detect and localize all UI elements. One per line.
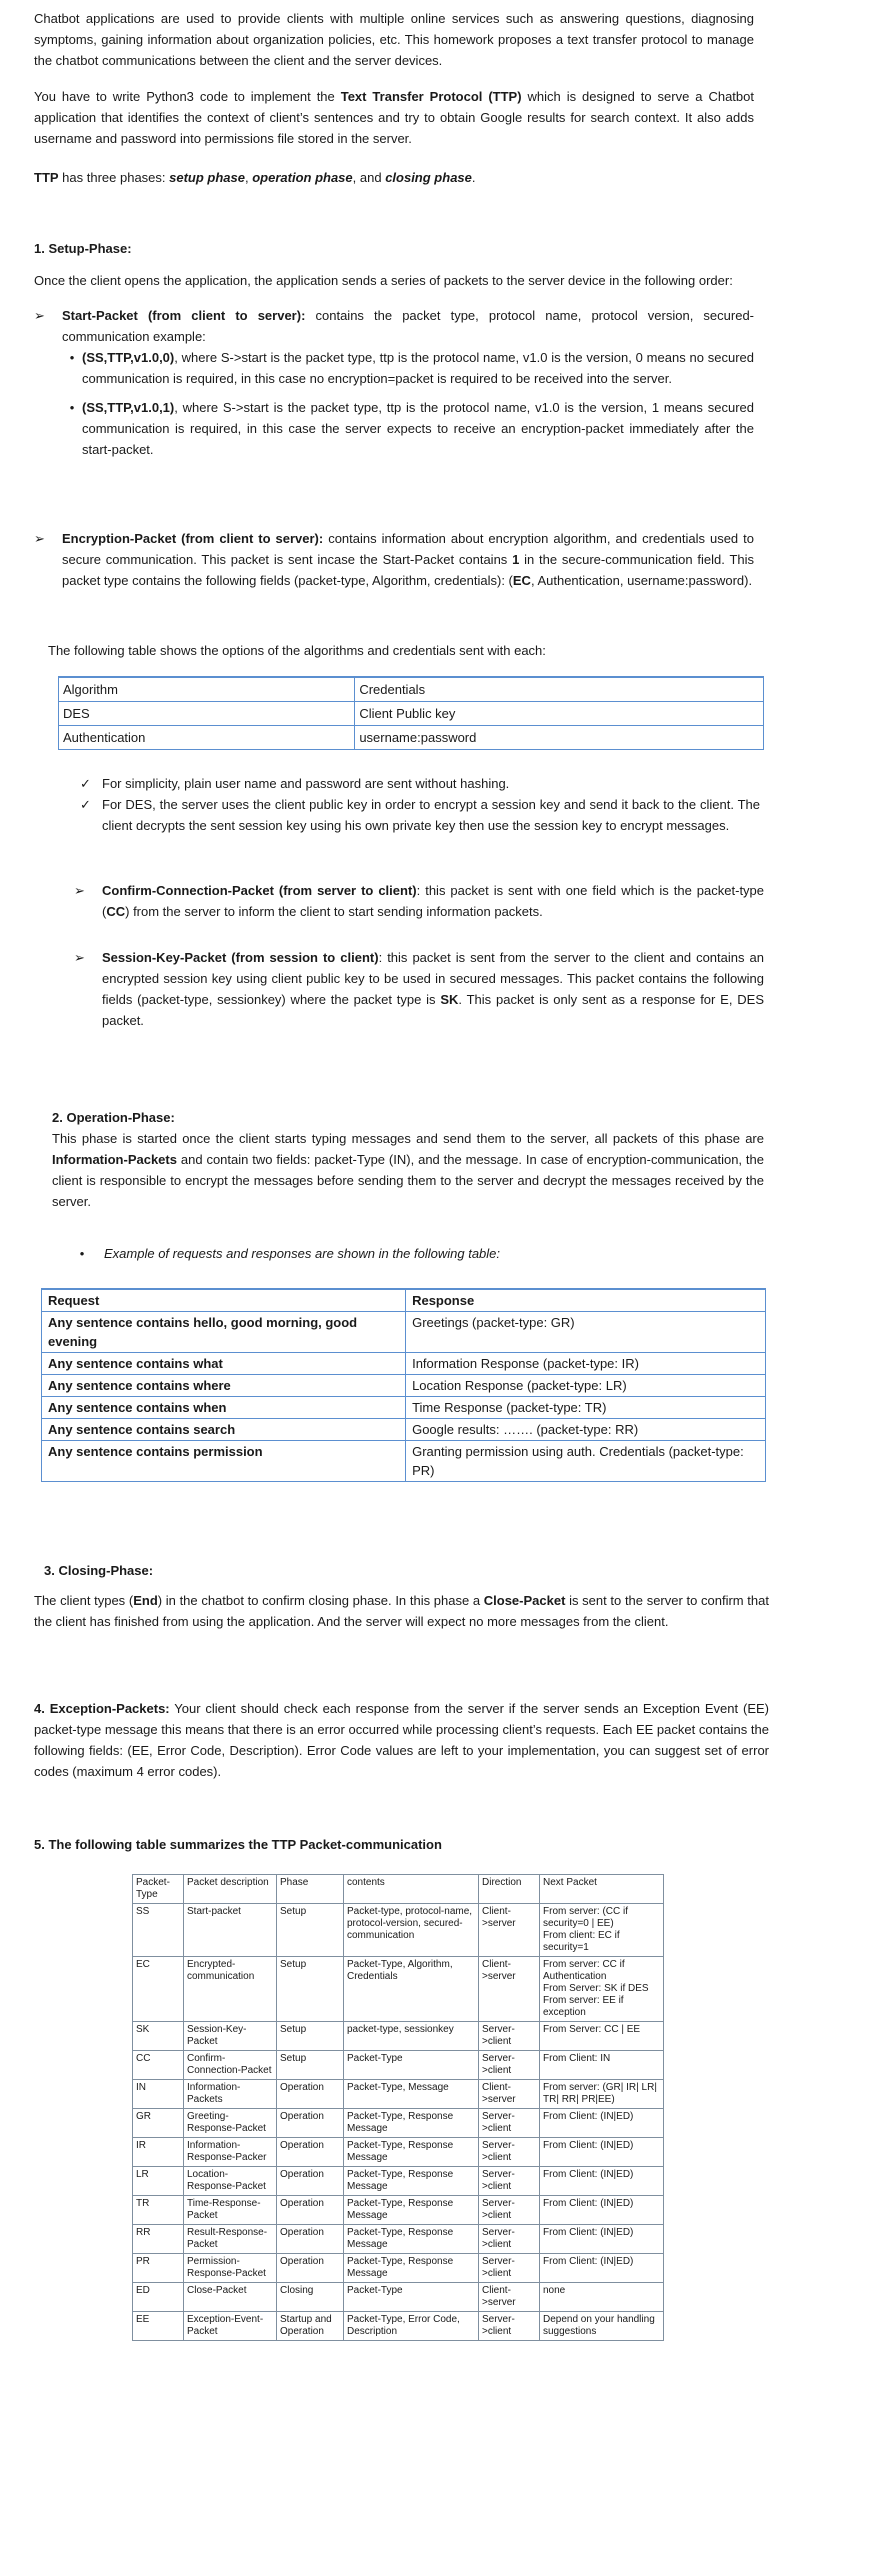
- encryption-packet-desc: [62, 528, 754, 591]
- period: .: [471, 170, 476, 185]
- bullet-dot-icon: •: [79, 1246, 85, 1261]
- note-item: [80, 794, 760, 836]
- table-cell: From Client: (IN|ED): [540, 2167, 664, 2196]
- table-row: [42, 1419, 766, 1441]
- table-cell: Session-Key-Packet: [184, 2022, 277, 2051]
- note-text: For simplicity, plain user name and password are sent without hashing.: [102, 776, 510, 791]
- phases-line: [34, 167, 476, 188]
- session-key-title: Session-Key-Packet (from session to client): [102, 950, 379, 965]
- table-cell: Client->server: [479, 1904, 540, 1957]
- sep2: , and: [352, 170, 386, 185]
- table-row: [42, 1397, 766, 1419]
- table-cell: Setup: [277, 1904, 344, 1957]
- closing-phase-heading: 3. Closing-Phase:: [44, 1563, 154, 1578]
- ttp-text-c: which is designed to serve a Chatbot application that identifies the context of client’s sentences and try to obtain Google results for search context. It also adds username and password into permissions file stored in the server.: [34, 89, 754, 146]
- enc-text-d: EC: [512, 573, 531, 588]
- table-cell: Packet-Type, Response Message: [344, 2138, 479, 2167]
- table-header-cell: contents: [344, 1875, 479, 1904]
- table-cell: From Client: IN: [540, 2051, 664, 2080]
- table-cell: Server->client: [479, 2051, 540, 2080]
- cl-text-b: End: [133, 1593, 158, 1608]
- table-cell: Location-Response-Packet: [184, 2167, 277, 2196]
- ttp-text-a: You have to write Python3 code to implement the: [34, 89, 341, 104]
- cl-text-a: The client types (: [34, 1593, 134, 1608]
- ss-example-0-text: , where S->start is the packet type, ttp is the protocol name, v1.0 is the version, 0 means no secured communication is required, in this case no encryption=packet is required to be received into the server.: [82, 350, 754, 386]
- table-header-cell: Next Packet: [540, 1875, 664, 1904]
- exception-packets-body: Your client should check each response from the server if the server sends an Exception Event (EE) packet-type message this means that there is an error occurred while processing client’s requests. Each EE packet contains the following fields: (EE, Error Code, Description). Error Code values are left to your implementation, you can suggest set of error codes (maximum 4 error codes).: [34, 1701, 769, 1779]
- table-row: [133, 2138, 664, 2167]
- table-cell: Server->client: [479, 2225, 540, 2254]
- table-row: [59, 702, 764, 726]
- phase-setup: setup phase: [169, 170, 245, 185]
- table-cell: Setup: [277, 2051, 344, 2080]
- table-cell: Client->server: [479, 1957, 540, 2022]
- table-cell: Packet-Type, Response Message: [344, 2167, 479, 2196]
- table-cell: Server->client: [479, 2109, 540, 2138]
- request-response-table: [41, 1288, 766, 1482]
- table-cell: Setup: [277, 1957, 344, 2022]
- table-cell: Encrypted-communication: [184, 1957, 277, 2022]
- ss-example-1-text: , where S->start is the packet type, ttp is the protocol name, v1.0 is the version, 1 means secured communication is required, in this case the server expects to receive an encryption-packet immediately after the start-packet.: [82, 400, 754, 457]
- table-cell: LR: [133, 2167, 184, 2196]
- table-cell: Operation: [277, 2254, 344, 2283]
- table-cell: PR: [133, 2254, 184, 2283]
- table-cell: From server: (CC if security=0 | EE) From client: EC if security=1: [540, 1904, 664, 1957]
- op-text-c: and contain two fields: packet-Type (IN), and the message. In case of encryption-communication, the client is responsible to encrypt the messages before sending them to the server and decrypt the messages received by the server.: [52, 1152, 764, 1209]
- table-row: [133, 2109, 664, 2138]
- ttp-paragraph: [34, 86, 754, 149]
- sk-text-c: . This packet is only sent as a response for E, DES packet.: [102, 992, 765, 1028]
- table-cell: Depend on your handling suggestions: [540, 2312, 664, 2341]
- algorithm-table-intro: The following table shows the options of the algorithms and credentials sent with each:: [48, 643, 546, 658]
- table-cell: Any sentence contains hello, good morning, good evening: [42, 1312, 406, 1353]
- table-row: [59, 677, 764, 702]
- setup-phase-body: [34, 270, 754, 460]
- table-cell: Greetings (packet-type: GR): [406, 1312, 766, 1353]
- start-sub-2: [62, 397, 754, 460]
- operation-phase-heading: 2. Operation-Phase:: [52, 1110, 175, 1125]
- table-cell: Any sentence contains permission: [42, 1441, 406, 1482]
- table-cell: Any sentence contains when: [42, 1397, 406, 1419]
- table-cell: Packet-Type, Message: [344, 2080, 479, 2109]
- note-text: For DES, the server uses the client public key in order to encrypt a session key and send it back to the client. The client decrypts the sent session key using his own private key then use the session key to encrypt messages.: [102, 797, 760, 833]
- table-cell: packet-type, sessionkey: [344, 2022, 479, 2051]
- table-header-cell: Response: [406, 1289, 766, 1312]
- op-text-b: Information-Packets: [52, 1152, 177, 1167]
- start-packet-item: [34, 305, 754, 460]
- cl-text-c: ) in the chatbot to confirm closing phase. In this phase a: [157, 1593, 484, 1608]
- table-cell: Confirm-Connection-Packet: [184, 2051, 277, 2080]
- ttp-label: TTP: [34, 170, 59, 185]
- table-row: [42, 1441, 766, 1482]
- arrow-bullet-icon: ➢: [34, 531, 45, 546]
- table-cell: Server->client: [479, 2312, 540, 2341]
- exception-packets-title: 4. Exception-Packets:: [34, 1701, 170, 1716]
- operation-phase: [52, 1107, 764, 1212]
- table-cell: Google results: ……. (packet-type: RR): [406, 1419, 766, 1441]
- table-cell: CC: [133, 2051, 184, 2080]
- table-cell: From Client: (IN|ED): [540, 2196, 664, 2225]
- table-row: [133, 2283, 664, 2312]
- table-header-cell: Direction: [479, 1875, 540, 1904]
- table-cell: From server: CC if Authentication From Server: SK if DES From server: EE if exception: [540, 1957, 664, 2022]
- table-cell: From server: (GR| IR| LR| TR| RR| PR|EE): [540, 2080, 664, 2109]
- table-cell: Time-Response-Packet: [184, 2196, 277, 2225]
- table-header-cell: Algorithm: [59, 677, 355, 702]
- checkmark-icon: ✓: [80, 776, 91, 791]
- cl-text-e: is sent to the server to confirm that the client has finished from using the application. And the server will expect no more messages from the client.: [34, 1593, 769, 1629]
- table-cell: Operation: [277, 2080, 344, 2109]
- enc-text-e: , Authentication, username:password).: [530, 573, 753, 588]
- table-row: [42, 1289, 766, 1312]
- sk-text-a: : this packet is sent from the server to the client and contains an encrypted session key using client public key to be used in secured messages. This packet contains the following fields (packet-type, sessionkey) where the packet type is: [102, 950, 764, 1007]
- setup-phase-heading: 1. Setup-Phase:: [34, 241, 132, 256]
- table-cell: Packet-Type: [344, 2283, 479, 2312]
- table-cell: Information Response (packet-type: IR): [406, 1353, 766, 1375]
- table-row: [59, 726, 764, 750]
- table-row: [133, 2080, 664, 2109]
- phase-operation: operation phase: [252, 170, 353, 185]
- ss-example-1: (SS,TTP,v1.0,1): [82, 400, 175, 415]
- table-cell: TR: [133, 2196, 184, 2225]
- table-cell: Packet-Type, Error Code, Description: [344, 2312, 479, 2341]
- packet-summary-table: [132, 1874, 664, 2341]
- table-row: [133, 2196, 664, 2225]
- start-packet-text: contains the packet type, protocol name, protocol version, secured-communication example:: [62, 308, 754, 344]
- table-cell: Permission-Response-Packet: [184, 2254, 277, 2283]
- checkmark-icon: ✓: [80, 797, 91, 812]
- enc-text-b: 1: [512, 552, 520, 567]
- table-cell: Packet-Type, Response Message: [344, 2254, 479, 2283]
- table-cell: Start-packet: [184, 1904, 277, 1957]
- table-cell: Setup: [277, 2022, 344, 2051]
- table-cell: Exception-Event-Packet: [184, 2312, 277, 2341]
- table-cell: SK: [133, 2022, 184, 2051]
- ttp-name: Text Transfer Protocol (TTP): [340, 89, 522, 104]
- table-cell: From Client: (IN|ED): [540, 2138, 664, 2167]
- cc-text-b: CC: [106, 904, 126, 919]
- table-cell: username:password: [355, 726, 764, 750]
- table-cell: Server->client: [479, 2254, 540, 2283]
- table-cell: Time Response (packet-type: TR): [406, 1397, 766, 1419]
- arrow-bullet-icon: ➢: [74, 883, 85, 898]
- confirm-connection-item: [74, 880, 764, 922]
- table-row: [133, 2254, 664, 2283]
- table-cell: Operation: [277, 2138, 344, 2167]
- table-cell: Packet-type, protocol-name, protocol-version, secured-communication: [344, 1904, 479, 1957]
- table-cell: Any sentence contains where: [42, 1375, 406, 1397]
- phases-text: has three phases:: [58, 170, 170, 185]
- table-cell: Any sentence contains what: [42, 1353, 406, 1375]
- table-cell: Granting permission using auth. Credentials (packet-type: PR): [406, 1441, 766, 1482]
- table-cell: Operation: [277, 2167, 344, 2196]
- table-cell: Operation: [277, 2225, 344, 2254]
- ss-example-0: (SS,TTP,v1.0,0): [82, 350, 175, 365]
- table-cell: Client->server: [479, 2080, 540, 2109]
- table-cell: Operation: [277, 2109, 344, 2138]
- closing-phase-text: [34, 1590, 769, 1632]
- arrow-bullet-icon: ➢: [74, 950, 85, 965]
- table-cell: Server->client: [479, 2138, 540, 2167]
- operation-phase-text: [52, 1128, 764, 1212]
- session-key-desc: [102, 947, 764, 1031]
- table-cell: Location Response (packet-type: LR): [406, 1375, 766, 1397]
- table-row: [133, 1904, 664, 1957]
- table-cell: From Server: CC | EE: [540, 2022, 664, 2051]
- table-row: [133, 1875, 664, 1904]
- table-cell: RR: [133, 2225, 184, 2254]
- table-cell: Startup and Operation: [277, 2312, 344, 2341]
- table-cell: Packet-Type: [344, 2051, 479, 2080]
- confirm-connection-desc: [102, 880, 764, 922]
- table-cell: Server->client: [479, 2167, 540, 2196]
- bullet-dot-icon: •: [69, 400, 75, 415]
- setup-intro: Once the client opens the application, the application sends a series of packets to the server device in the following order:: [34, 273, 733, 288]
- table-header-cell: Request: [42, 1289, 406, 1312]
- confirm-connection-title: Confirm-Connection-Packet (from server to client): [102, 883, 417, 898]
- cl-text-d: Close-Packet: [483, 1593, 566, 1608]
- table-cell: Packet-Type, Response Message: [344, 2109, 479, 2138]
- table-cell: Closing: [277, 2283, 344, 2312]
- table-cell: Close-Packet: [184, 2283, 277, 2312]
- table-row: [133, 2167, 664, 2196]
- table-cell: IN: [133, 2080, 184, 2109]
- algorithm-notes: [80, 773, 760, 836]
- table-cell: Server->client: [479, 2022, 540, 2051]
- start-packet-desc: [62, 305, 754, 347]
- example-item: [72, 1243, 500, 1264]
- exception-packets-text: [34, 1698, 769, 1782]
- table-header-cell: Phase: [277, 1875, 344, 1904]
- table-row: [133, 2022, 664, 2051]
- table-cell: Client->server: [479, 2283, 540, 2312]
- sep1: ,: [245, 170, 253, 185]
- start-packet-title: Start-Packet (from client to server):: [62, 308, 306, 323]
- table-cell: Packet-Type, Response Message: [344, 2225, 479, 2254]
- cc-text-c: ) from the server to inform the client to start sending information packets.: [125, 904, 543, 919]
- table-header-cell: Packet-Type: [133, 1875, 184, 1904]
- table-cell: From Client: (IN|ED): [540, 2254, 664, 2283]
- enc-text-a: contains information about encryption algorithm, and credentials used to secure communication. This packet is sent incase the Start-Packet contains: [62, 531, 754, 567]
- table-cell: DES: [59, 702, 355, 726]
- table-row: [133, 2051, 664, 2080]
- table-cell: SS: [133, 1904, 184, 1957]
- table-cell: Result-Response-Packet: [184, 2225, 277, 2254]
- table-cell: none: [540, 2283, 664, 2312]
- table-cell: EC: [133, 1957, 184, 2022]
- table-cell: Information-Response-Packer: [184, 2138, 277, 2167]
- arrow-bullet-icon: ➢: [34, 308, 45, 323]
- intro-paragraph: Chatbot applications are used to provide clients with multiple online services such as answering questions, diagnosing symptoms, gaining information about organization policies, etc. This homework proposes a text transfer protocol to manage the chatbot communications between the client and the server devices.: [34, 11, 754, 68]
- table-cell: GR: [133, 2109, 184, 2138]
- phase-closing: closing phase: [385, 170, 472, 185]
- example-text: Example of requests and responses are shown in the following table:: [104, 1246, 501, 1261]
- table-row: [42, 1312, 766, 1353]
- algorithm-table: [58, 676, 764, 750]
- table-cell: Operation: [277, 2196, 344, 2225]
- table-cell: ED: [133, 2283, 184, 2312]
- table-cell: IR: [133, 2138, 184, 2167]
- start-sub-1: [62, 347, 754, 389]
- table-cell: Information-Packets: [184, 2080, 277, 2109]
- packet-summary-body: [133, 1904, 664, 2341]
- table-header-cell: Packet description: [184, 1875, 277, 1904]
- encryption-packet-title: Encryption-Packet (from client to server):: [62, 531, 324, 546]
- table-header-cell: Credentials: [355, 677, 764, 702]
- note-item: [80, 773, 760, 794]
- table-row: [133, 2312, 664, 2341]
- table-row: [42, 1375, 766, 1397]
- table-row: [133, 1957, 664, 2022]
- table-cell: Client Public key: [355, 702, 764, 726]
- table-cell: Greeting-Response-Packet: [184, 2109, 277, 2138]
- table-cell: From Client: (IN|ED): [540, 2225, 664, 2254]
- enc-text-c: in the secure-communication field. This packet type contains the following fields (packet-type, Algorithm, credentials): (: [62, 552, 755, 588]
- cc-text-a: : this packet is sent with one field which is the packet-type (: [102, 883, 765, 919]
- table-cell: Server->client: [479, 2196, 540, 2225]
- op-text-a: This phase is started once the client starts typing messages and send them to the server, all packets of this phase are: [52, 1131, 764, 1146]
- table-row: [133, 2225, 664, 2254]
- table-row: [42, 1353, 766, 1375]
- table-cell: Any sentence contains search: [42, 1419, 406, 1441]
- sk-text-b: SK: [440, 992, 459, 1007]
- encryption-packet-item: [34, 528, 754, 591]
- bullet-dot-icon: •: [69, 350, 75, 365]
- session-key-item: [74, 947, 764, 1031]
- table-cell: Packet-Type, Algorithm, Credentials: [344, 1957, 479, 2022]
- table-cell: Packet-Type, Response Message: [344, 2196, 479, 2225]
- table-cell: From Client: (IN|ED): [540, 2109, 664, 2138]
- summary-table-heading: 5. The following table summarizes the TTP Packet-communication: [34, 1837, 442, 1852]
- table-cell: Authentication: [59, 726, 355, 750]
- table-cell: EE: [133, 2312, 184, 2341]
